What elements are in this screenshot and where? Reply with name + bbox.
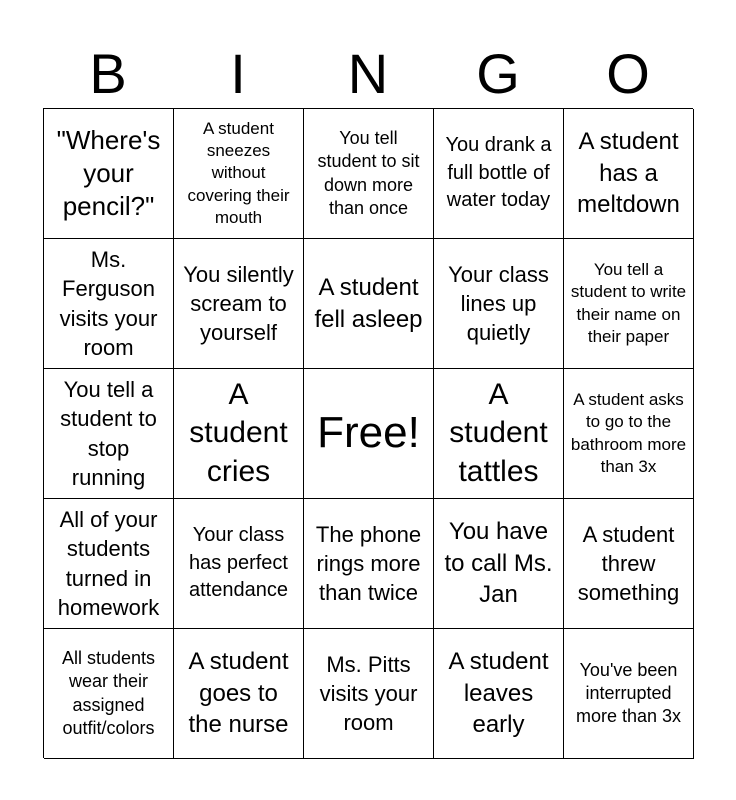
bingo-cell-r3-c4[interactable] xyxy=(434,369,564,499)
cell-text: A student tattles xyxy=(449,377,548,488)
bingo-cell-r3-c2[interactable] xyxy=(174,369,304,499)
cell-text: Ms. Pitts visits your room xyxy=(319,651,418,736)
cell-text: A student threw something xyxy=(577,521,680,606)
bingo-cell-r4-c2[interactable] xyxy=(174,499,304,629)
cell-text: "Where's your pencil?" xyxy=(56,125,161,221)
cell-text: A student goes to the nurse xyxy=(188,647,289,739)
cell-text: All of your students turned in homework xyxy=(57,507,160,620)
bingo-cell-r5-c1[interactable] xyxy=(44,629,174,759)
bingo-cell-r3-c3-free[interactable] xyxy=(304,369,434,499)
cell-text: A student fell asleep xyxy=(314,273,423,333)
bingo-cell-r4-c4[interactable] xyxy=(434,499,564,629)
header-letter-o: O xyxy=(606,42,650,105)
cell-text: You drank a full bottle of water today xyxy=(445,134,552,212)
free-space-text: Free! xyxy=(317,408,420,458)
cell-text: You tell a student to stop running xyxy=(60,377,157,490)
bingo-cell-r4-c1[interactable] xyxy=(44,499,174,629)
header-letter-g: G xyxy=(476,42,520,105)
header-letter-b: B xyxy=(89,42,127,105)
bingo-cell-r1-c2[interactable] xyxy=(174,109,304,239)
cell-text: You have to call Ms. Jan xyxy=(444,517,553,609)
cell-text: You tell student to sit down more than once xyxy=(317,128,420,218)
bingo-cell-r2-c4[interactable] xyxy=(434,239,564,369)
bingo-cell-r4-c3[interactable] xyxy=(304,499,434,629)
cell-text: A student sneezes without covering their mouth xyxy=(187,119,290,227)
bingo-cell-r5-c4[interactable] xyxy=(434,629,564,759)
cell-text: The phone rings more than twice xyxy=(315,521,422,606)
cell-text: A student cries xyxy=(189,377,288,488)
cell-text: You tell a student to write their name on their paper xyxy=(570,260,687,346)
bingo-cell-r1-c5[interactable] xyxy=(564,109,694,239)
bingo-cell-r2-c3[interactable] xyxy=(304,239,434,369)
bingo-cell-r5-c2[interactable] xyxy=(174,629,304,759)
cell-text: You've been interrupted more than 3x xyxy=(575,659,682,727)
bingo-cell-r2-c5[interactable] xyxy=(564,239,694,369)
cell-text: Your class lines up quietly xyxy=(448,261,549,346)
bingo-header xyxy=(43,40,693,108)
cell-text: Ms. Ferguson visits your room xyxy=(59,247,158,360)
bingo-board xyxy=(43,108,693,758)
cell-text: Your class has perfect attendance xyxy=(189,524,288,602)
bingo-cell-r3-c5[interactable] xyxy=(564,369,694,499)
header-letter-i: I xyxy=(230,42,246,105)
header-letter-n: N xyxy=(347,42,389,105)
bingo-cell-r1-c1[interactable] xyxy=(44,109,174,239)
bingo-cell-r4-c5[interactable] xyxy=(564,499,694,629)
cell-text: A student leaves early xyxy=(448,647,549,739)
bingo-cell-r1-c4[interactable] xyxy=(434,109,564,239)
cell-text: You silently scream to yourself xyxy=(183,261,294,346)
bingo-cell-r5-c3[interactable] xyxy=(304,629,434,759)
bingo-cell-r2-c2[interactable] xyxy=(174,239,304,369)
cell-text: All students wear their assigned outfit/colors xyxy=(61,648,156,738)
bingo-cell-r2-c1[interactable] xyxy=(44,239,174,369)
cell-text: A student has a meltdown xyxy=(577,127,680,219)
bingo-cell-r1-c3[interactable] xyxy=(304,109,434,239)
cell-text: A student asks to go to the bathroom more than 3x xyxy=(570,390,687,476)
bingo-cell-r5-c5[interactable] xyxy=(564,629,694,759)
bingo-cell-r3-c1[interactable] xyxy=(44,369,174,499)
